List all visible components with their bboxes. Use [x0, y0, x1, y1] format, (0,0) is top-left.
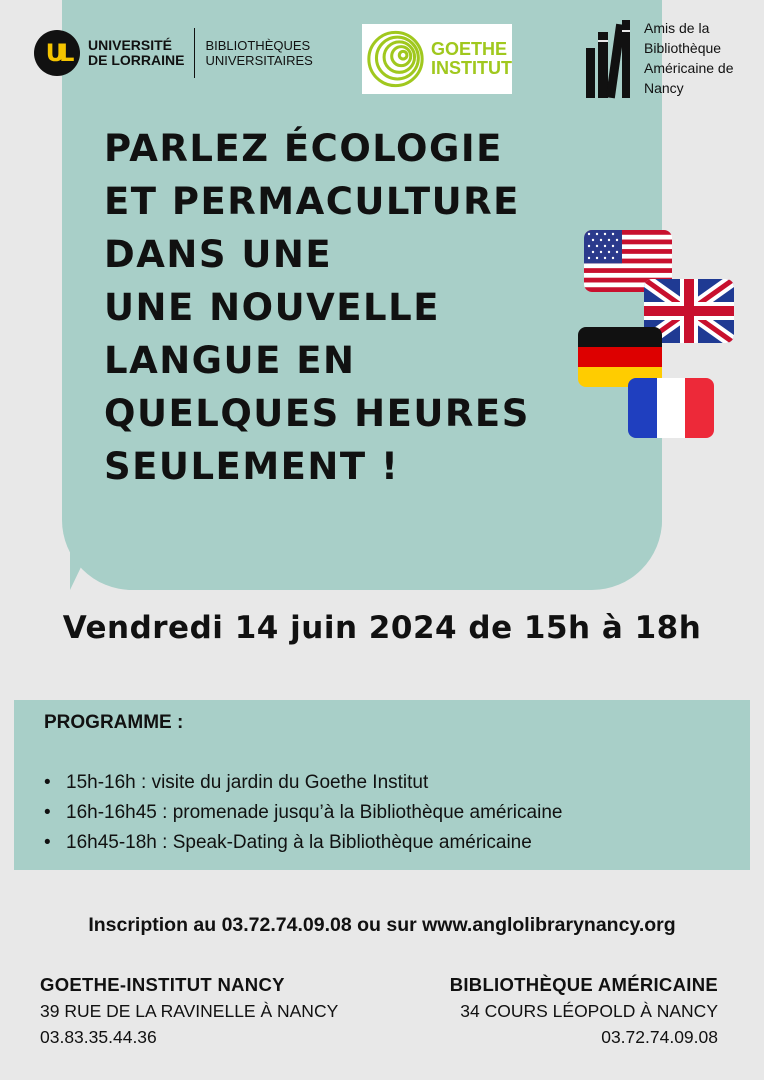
- address-phone: 03.83.35.44.36: [40, 1027, 157, 1047]
- headline-line: UNE NOUVELLE: [104, 286, 440, 329]
- ul-subtitle: [205, 38, 312, 68]
- goethe-institut-logo: [362, 24, 512, 94]
- headline: [104, 122, 604, 493]
- ul-sub-line1: BIBLIOTHÈQUES: [205, 38, 311, 53]
- amis-line3: Américaine de: [644, 60, 734, 76]
- ul-name-line2: DE LORRAINE: [88, 52, 185, 68]
- programme-title: PROGRAMME :: [44, 712, 184, 733]
- programme-list: [44, 768, 562, 858]
- address-phone: 03.72.74.09.08: [601, 1027, 718, 1047]
- goethe-name: [431, 40, 512, 78]
- headline-line: PARLEZ ÉCOLOGIE: [104, 127, 503, 170]
- amis-bibliotheque-logo: [584, 18, 734, 100]
- headline-line: SEULEMENT !: [104, 445, 400, 488]
- ul-name: [88, 38, 184, 68]
- programme-item: • 16h45-18h : Speak-Dating à la Bibliothèque américaine: [44, 828, 562, 858]
- goethe-line1: GOETHE: [431, 39, 508, 59]
- amis-line4: Nancy: [644, 80, 684, 96]
- programme-item: • 16h-16h45 : promenade jusqu’à la Bibliothèque américaine: [44, 798, 562, 828]
- books-icon: [584, 18, 632, 100]
- france-flag-icon: [628, 378, 714, 438]
- inscription-text: Inscription au 03.72.74.09.08 ou sur www.anglolibrarynancy.org: [88, 914, 676, 936]
- amis-line2: Bibliothèque: [644, 40, 722, 56]
- programme-box: [14, 700, 750, 870]
- goethe-line2: INSTITUT: [431, 58, 512, 78]
- amis-line1: Amis de la: [644, 20, 710, 36]
- address-street: 34 COURS LÉOPOLD À NANCY: [460, 1001, 718, 1021]
- goethe-swirl-icon: [366, 28, 425, 90]
- ul-name-line1: UNIVERSITÉ: [88, 37, 173, 53]
- address-name: GOETHE-INSTITUT NANCY: [40, 974, 285, 995]
- goethe-address: [40, 972, 338, 1050]
- ul-sub-line2: UNIVERSITAIRES: [205, 53, 313, 68]
- address-name: BIBLIOTHÈQUE AMÉRICAINE: [449, 974, 718, 995]
- programme-item: • 15h-16h : visite du jardin du Goethe Institut: [44, 768, 562, 798]
- event-date: Vendredi 14 juin 2024 de 15h à 18h: [62, 610, 702, 646]
- universite-lorraine-logo: [34, 28, 313, 78]
- amis-name: [644, 18, 734, 98]
- bibliotheque-address: [450, 972, 718, 1050]
- headline-line: QUELQUES HEURES: [104, 392, 530, 435]
- headline-line: LANGUE EN: [104, 339, 356, 382]
- ul-mark-icon: UL: [34, 30, 80, 76]
- headline-line: ET PERMACULTURE: [104, 180, 520, 223]
- address-street: 39 RUE DE LA RAVINELLE À NANCY: [40, 1001, 339, 1021]
- headline-line: DANS UNE: [104, 233, 333, 276]
- ul-divider: [194, 28, 195, 78]
